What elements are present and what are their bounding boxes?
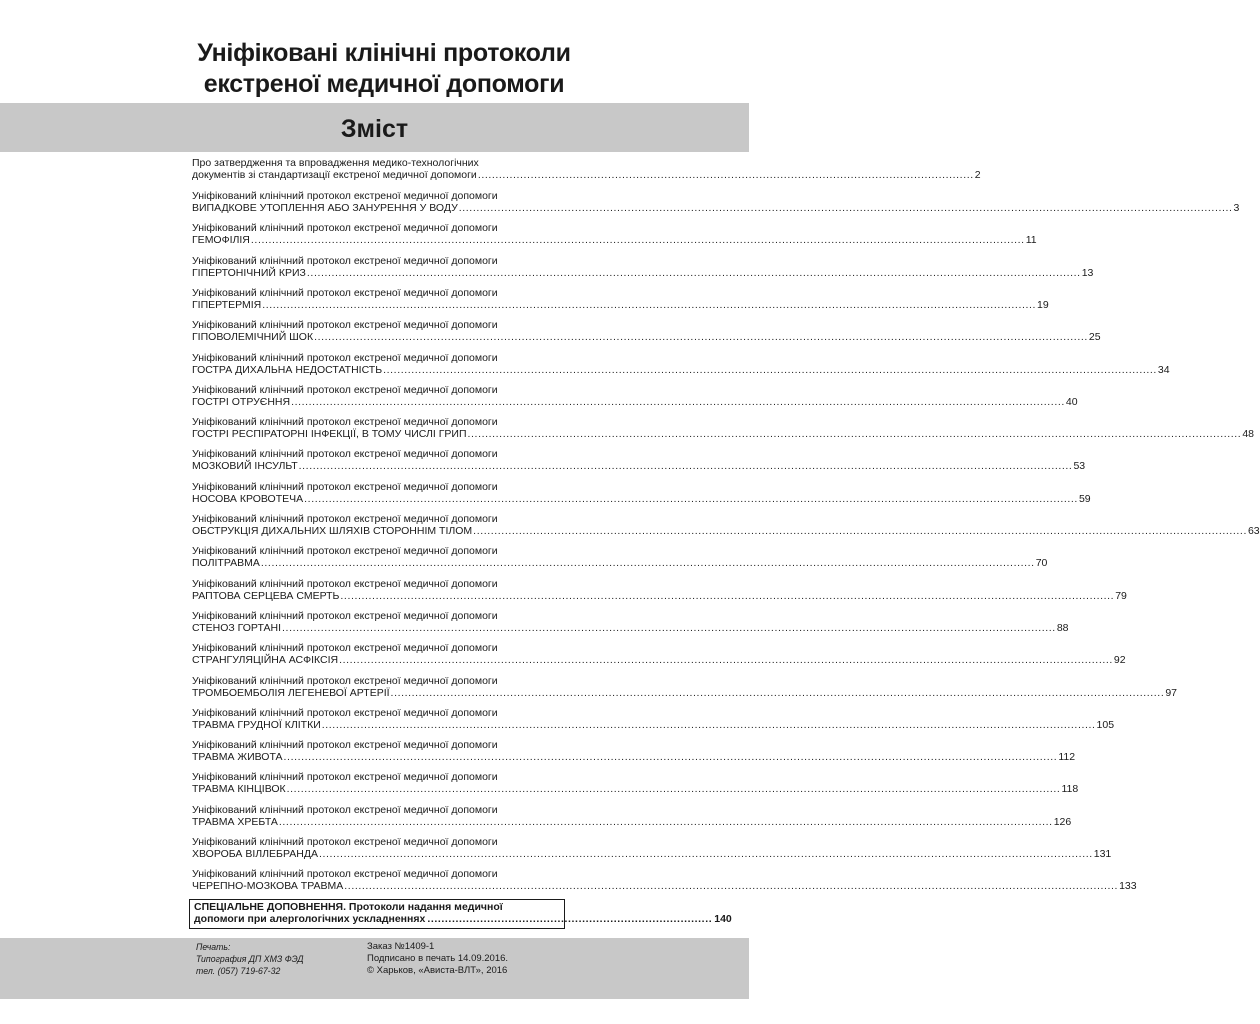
toc-entry-title: ОБСТРУКЦІЯ ДИХАЛЬНИХ ШЛЯХІВ СТОРОННІМ ТІЛОМ	[192, 525, 473, 537]
toc-entry-title: ПОЛІТРАВМА	[192, 557, 260, 570]
dot-leader: ............................................................................................................................................................................................................................	[298, 460, 1073, 473]
toc-entry-title: ГОСТРІ РЕСПІРАТОРНІ ІНФЕКЦІЇ, В ТОМУ ЧИСЛІ ГРИП	[192, 428, 467, 441]
order-copyright: © Харьков, «Ависта-ВЛТ», 2016	[367, 965, 508, 976]
dot-leader: ............................................................................................................................................................................................................................	[339, 654, 1113, 667]
toc-entry-title: ГІПЕРТЕРМІЯ	[192, 298, 262, 311]
toc-entry[interactable]	[192, 448, 1086, 473]
dot-leader: ............................................................................................................................................................................................................................	[314, 331, 1088, 344]
toc-entry-title: ТРОМБОЕМБОЛІЯ ЛЕГЕНЕВОЇ АРТЕРІЇ	[192, 686, 390, 699]
toc-entry-title: ГЕМОФІЛІЯ	[192, 234, 250, 247]
imprint-label: Печать:	[196, 942, 231, 953]
imprint-printer: Типография ДП ХМЗ ФЭД	[196, 954, 304, 965]
toc-entry-prefix: Уніфікований клінічний протокол екстреної медичної допомоги	[192, 642, 498, 655]
toc-entry[interactable]	[192, 803, 1072, 828]
dot-leader: ............................................................................................................................................................................................................................	[344, 880, 1119, 893]
toc-entry-page: 13	[1081, 266, 1094, 279]
toc-entry-page: 70	[1035, 557, 1048, 570]
toc-entry-prefix: Уніфікований клінічний протокол екстреної медичної допомоги	[192, 383, 498, 396]
dot-leader: ............................................................................................................................................................................................................................	[262, 298, 1037, 311]
toc-entry-page: 19	[1037, 298, 1049, 311]
toc-entry[interactable]	[192, 480, 1091, 505]
toc-entry[interactable]	[192, 577, 1127, 602]
document-title-line-1: Уніфіковані клінічні протоколи	[197, 39, 571, 67]
dot-leader: .............................................................................................................................................	[477, 169, 974, 181]
toc-entry-prefix: Уніфікований клінічний протокол екстреної медичної допомоги	[192, 319, 498, 332]
dot-leader: ............................................................................................................................................................................................................................	[321, 718, 1096, 731]
toc-entry[interactable]	[192, 190, 1240, 214]
toc-entry[interactable]	[192, 416, 1254, 441]
document-title-line-2: екстреної медичної допомоги	[203, 70, 565, 98]
dot-leader: ............................................................................................................................................................................................................................	[282, 621, 1056, 634]
toc-entry-title: ТРАВМА ХРЕБТА	[192, 815, 278, 828]
contents-heading: Зміст	[340, 115, 409, 143]
toc-entry-prefix: Уніфікований клінічний протокол екстреної медичної допомоги	[192, 609, 498, 622]
toc-entry-prefix: Уніфікований клінічний протокол екстреної медичної допомоги	[192, 351, 498, 364]
toc-entry[interactable]	[192, 222, 1037, 247]
toc-entry[interactable]	[192, 739, 1076, 764]
dot-leader: ............................................................................................................................................................................................................................	[250, 234, 1025, 247]
dot-leader: ............................................................................................................................................................................................................................	[304, 492, 1078, 505]
toc-entry-title: ГОСТРА ДИХАЛЬНА НЕДОСТАТНІСТЬ	[192, 363, 383, 376]
toc-entry[interactable]	[192, 868, 1137, 893]
dot-leader: ............................................................................................................................................................................................................................	[286, 783, 1061, 796]
toc-entry-prefix: Уніфікований клінічний протокол екстреної медичної допомоги	[192, 190, 498, 202]
toc-entry-title: ТРАВМА ГРУДНОЇ КЛІТКИ	[192, 718, 321, 731]
toc-entry-title: ХВОРОБА ВІЛЛЕБРАНДА	[192, 848, 318, 860]
toc-entry-prefix: Уніфікований клінічний протокол екстреної медичної допомоги	[192, 771, 498, 784]
toc-entry-title: ВИПАДКОВЕ УТОПЛЕННЯ АБО ЗАНУРЕННЯ У ВОДУ	[192, 202, 458, 214]
order-number: Заказ №1409-1	[367, 941, 435, 952]
toc-entry-prefix: Уніфікований клінічний протокол екстреної медичної допомоги	[192, 803, 498, 816]
toc-entry-prefix: Уніфікований клінічний протокол екстреної медичної допомоги	[192, 868, 498, 881]
toc-entry-page: 34	[1157, 363, 1170, 376]
dot-leader: ............................................................................................................................................................................................................................	[291, 395, 1065, 408]
toc-entry[interactable]	[192, 383, 1078, 408]
toc-entry[interactable]	[192, 771, 1079, 796]
toc-entry-title: ЧЕРЕПНО-МОЗКОВА ТРАВМА	[192, 880, 344, 893]
dot-leader: ............................................................................................................................................................................................................................	[260, 557, 1035, 570]
toc-entry[interactable]	[192, 286, 1049, 311]
toc-entry-page: 48	[1242, 428, 1254, 441]
dot-leader: ............................................................................................................................................................................................................................	[283, 751, 1058, 764]
toc-entry-page: 3	[1233, 202, 1240, 214]
document-title	[0, 38, 768, 100]
toc-entry-title: СТЕНОЗ ГОРТАНІ	[192, 621, 282, 634]
special-supplement-entry[interactable]	[189, 899, 732, 929]
toc-entry-page: 25	[1088, 331, 1101, 344]
toc-entry-page: 112	[1058, 751, 1076, 764]
toc-entry[interactable]	[192, 674, 1178, 699]
toc-entry-page: 97	[1165, 686, 1178, 699]
toc-entry-page: 118	[1061, 783, 1079, 796]
dot-leader: ............................................................................................................................................................................................................................	[278, 815, 1053, 828]
dot-leader: .................................................................................	[427, 913, 713, 925]
toc-entry-title: ТРАВМА ЖИВОТА	[192, 751, 283, 764]
toc-entry-page: 11	[1025, 234, 1037, 247]
toc-entry-title: МОЗКОВИЙ ІНСУЛЬТ	[192, 460, 298, 473]
toc-entry-page: 53	[1073, 460, 1086, 473]
toc-entry-prefix: Уніфікований клінічний протокол екстреної медичної допомоги	[192, 480, 498, 493]
toc-entry-page: 126	[1053, 815, 1072, 828]
toc-entry-intro-line-1: Про затвердження та впровадження медико-технологічних	[192, 157, 479, 169]
toc-entry-prefix: Уніфікований клінічний протокол екстреної медичної допомоги	[192, 222, 498, 235]
toc-entry-intro[interactable]	[192, 157, 981, 181]
order-info	[367, 941, 508, 977]
toc-entry-prefix: Уніфікований клінічний протокол екстреної медичної допомоги	[192, 254, 498, 267]
dot-leader: ............................................................................................................................................................................................................................	[467, 428, 1242, 441]
dot-leader: ............................................................................................................................................................................................................................	[473, 525, 1247, 537]
dot-leader: ............................................................................................................................................................................................................................	[340, 589, 1115, 602]
dot-leader: ............................................................................................................................................................................................................................	[458, 202, 1233, 214]
order-signed-date: Подписано в печать 14.09.2016.	[367, 953, 509, 964]
toc-entry-title: ТРАВМА КІНЦІВОК	[192, 783, 286, 796]
toc-entry[interactable]	[192, 513, 1260, 537]
contents-heading-band	[0, 103, 749, 152]
toc-entry-page: 131	[1093, 848, 1112, 860]
special-supplement-line-2: допомоги при алергологічних ускладненнях	[194, 913, 426, 925]
toc-entry-title: НОСОВА КРОВОТЕЧА	[192, 492, 304, 505]
toc-entry-title: ГІПЕРТОНІЧНИЙ КРИЗ	[192, 266, 306, 279]
toc-entry-prefix: Уніфікований клінічний протокол екстреної медичної допомоги	[192, 706, 498, 719]
toc-entry[interactable]	[192, 545, 1048, 570]
toc-entry-prefix: Уніфікований клінічний протокол екстреної медичної допомоги	[192, 674, 498, 687]
toc-entry-page: 133	[1119, 880, 1137, 893]
imprint-phone: тел. (057) 719-67-32	[196, 966, 281, 977]
toc-entry-prefix: Уніфікований клінічний протокол екстреної медичної допомоги	[192, 836, 498, 848]
printer-imprint	[196, 942, 304, 978]
toc-entry[interactable]	[192, 706, 1115, 731]
toc-entry-prefix: Уніфікований клінічний протокол екстреної медичної допомоги	[192, 577, 498, 590]
dot-leader: ............................................................................................................................................................................................................................	[383, 363, 1157, 376]
toc-entry-prefix: Уніфікований клінічний протокол екстреної медичної допомоги	[192, 416, 498, 429]
toc-entry-page: 92	[1113, 654, 1126, 667]
toc-entry-prefix: Уніфікований клінічний протокол екстреної медичної допомоги	[192, 545, 498, 558]
footer-band	[0, 938, 749, 999]
special-supplement-page: 140	[714, 913, 732, 925]
dot-leader: ............................................................................................................................................................................................................................	[318, 848, 1093, 860]
toc-entry[interactable]	[192, 642, 1126, 667]
toc-entry-page: 63	[1247, 525, 1260, 537]
toc-entry[interactable]	[192, 319, 1101, 344]
toc-entry-intro-page: 2	[974, 169, 981, 181]
toc-entry-prefix: Уніфікований клінічний протокол екстреної медичної допомоги	[192, 286, 498, 299]
toc-entry-intro-line-2: документів зі стандартизації екстреної медичної допомоги	[192, 169, 477, 181]
toc-entry-page: 105	[1096, 718, 1115, 731]
toc-entry[interactable]	[192, 836, 1112, 860]
toc-entry-page: 40	[1065, 395, 1078, 408]
toc-entry[interactable]	[192, 351, 1170, 376]
dot-leader: ............................................................................................................................................................................................................................	[390, 686, 1165, 699]
toc-entry-title: ГОСТРІ ОТРУЄННЯ	[192, 395, 291, 408]
toc-entry-prefix: Уніфікований клінічний протокол екстреної медичної допомоги	[192, 513, 498, 525]
toc-entry-title: ГІПОВОЛЕМІЧНИЙ ШОК	[192, 331, 314, 344]
toc-entry-prefix: Уніфікований клінічний протокол екстреної медичної допомоги	[192, 448, 498, 461]
toc-entry-title: СТРАНГУЛЯЦІЙНА АСФІКСІЯ	[192, 654, 339, 667]
toc-entry[interactable]	[192, 254, 1094, 279]
dot-leader: ............................................................................................................................................................................................................................	[306, 266, 1081, 279]
special-supplement-line-1: СПЕЦІАЛЬНЕ ДОПОВНЕННЯ. Протоколи надання медичної	[194, 901, 503, 913]
toc-entry-title: РАПТОВА СЕРЦЕВА СМЕРТЬ	[192, 589, 340, 602]
toc-entry[interactable]	[192, 609, 1069, 634]
toc-entry-page: 79	[1115, 589, 1127, 602]
toc-entry-page: 59	[1078, 492, 1091, 505]
toc-entry-page: 88	[1056, 621, 1069, 634]
toc-entry-prefix: Уніфікований клінічний протокол екстреної медичної допомоги	[192, 739, 498, 752]
